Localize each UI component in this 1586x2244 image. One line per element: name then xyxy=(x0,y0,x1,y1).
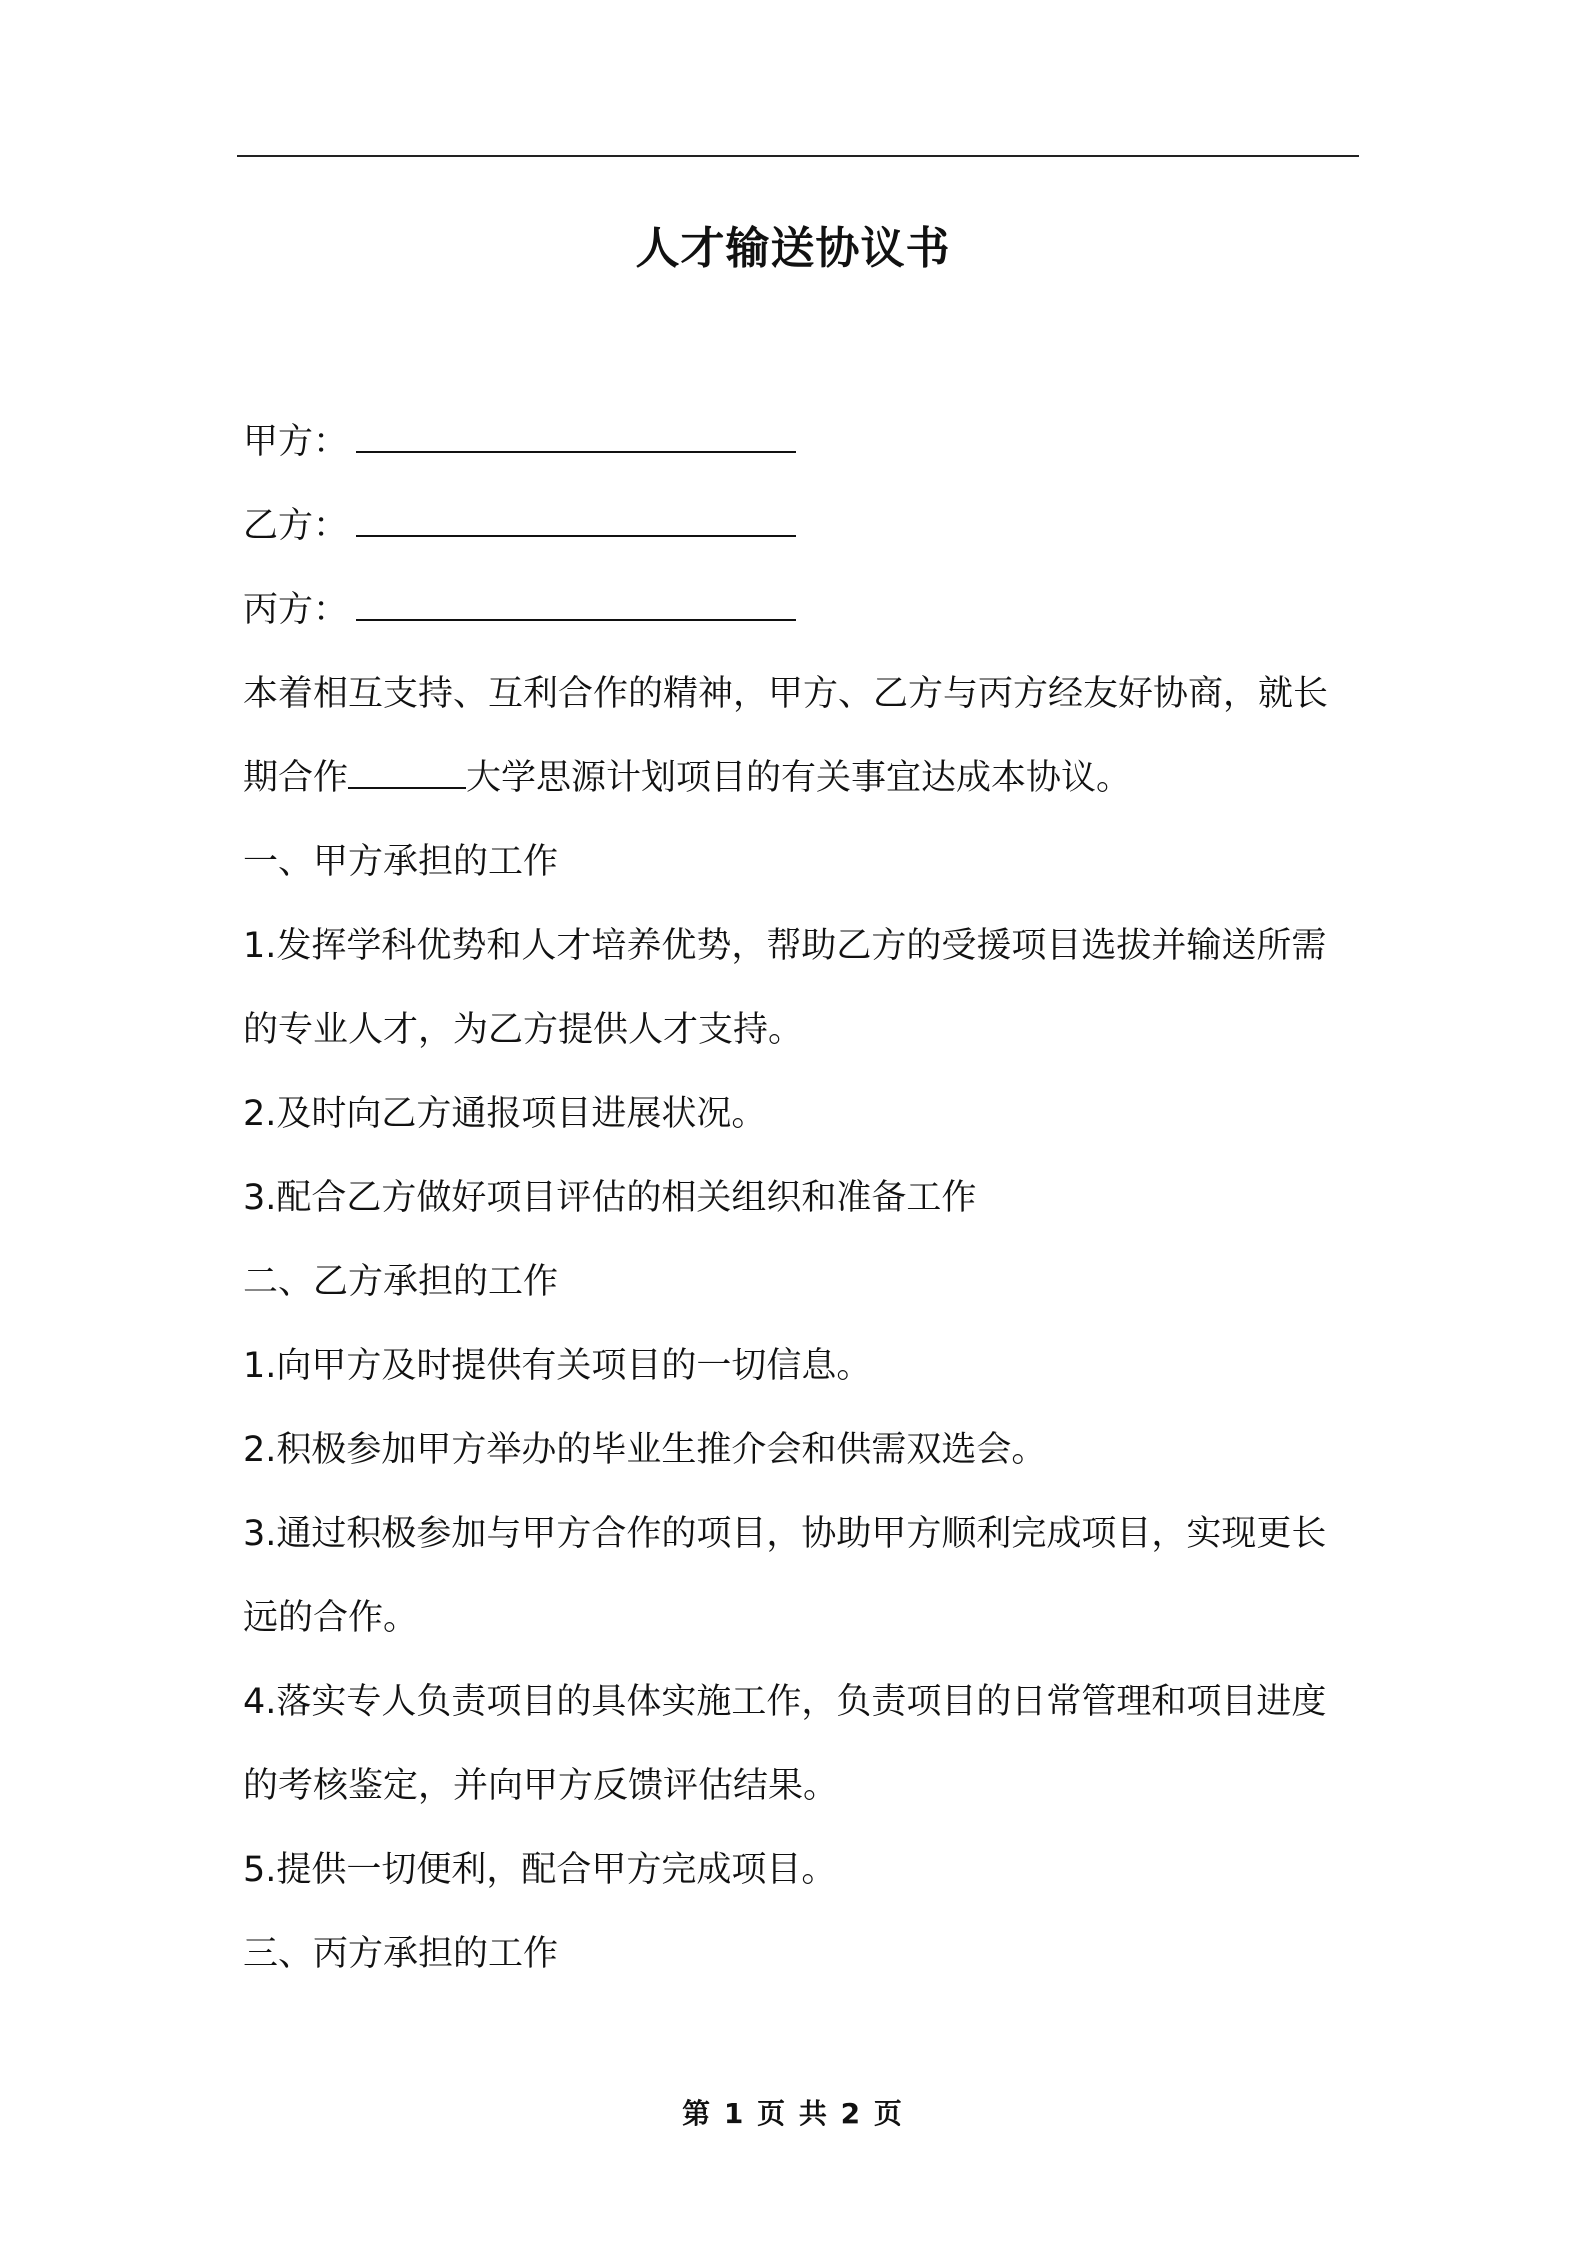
party-b-label: 乙方： xyxy=(243,506,349,546)
intro-text-1: 本着相互支持、互利合作的精神，甲方、乙方与丙方经友好协商，就长期合作 xyxy=(243,674,1329,798)
clause-item: 4.落实专人负责项目的具体实施工作，负责项目的日常管理和项目进度的考核鉴定，并向甲方反馈评估结果。 xyxy=(243,1682,1327,1806)
clause-item: 2.及时向乙方通报项目进展状况。 xyxy=(243,1094,767,1134)
clause-item: 2.积极参加甲方举办的毕业生推介会和供需双选会。 xyxy=(243,1430,1047,1470)
party-a-label: 甲方： xyxy=(243,422,349,462)
clause-item: 5.提供一切便利，配合甲方完成项目。 xyxy=(243,1850,837,1890)
header-divider xyxy=(237,155,1359,157)
party-a-blank xyxy=(356,423,796,453)
section-heading: 一、甲方承担的工作 xyxy=(243,842,559,882)
clause-item: 1.发挥学科优势和人才培养优势，帮助乙方的受援项目选拔并输送所需的专业人才，为乙方提供人才支持。 xyxy=(243,926,1327,1050)
clause-item: 3.通过积极参加与甲方合作的项目，协助甲方顺利完成项目，实现更长远的合作。 xyxy=(243,1514,1327,1638)
university-blank xyxy=(348,759,466,789)
party-c-line xyxy=(243,568,1359,652)
page-number: 第 1 页 共 2 页 xyxy=(682,2097,904,2130)
section-heading: 二、乙方承担的工作 xyxy=(243,1262,559,1302)
party-b-blank xyxy=(356,507,796,537)
clause-item: 3.配合乙方做好项目评估的相关组织和准备工作 xyxy=(243,1178,977,1218)
document-title: 人才输送协议书 xyxy=(635,223,951,274)
clause-item: 1.向甲方及时提供有关项目的一切信息。 xyxy=(243,1346,872,1386)
section-heading: 三、丙方承担的工作 xyxy=(243,1934,559,1974)
intro-paragraph xyxy=(243,652,1359,820)
party-c-blank xyxy=(356,591,796,621)
document-body xyxy=(243,400,1359,1996)
party-b-line xyxy=(243,484,1359,568)
party-a-line xyxy=(243,400,1359,484)
intro-text-2: 大学思源计划项目的有关事宜达成本协议。 xyxy=(466,758,1132,798)
party-c-label: 丙方： xyxy=(243,590,349,630)
